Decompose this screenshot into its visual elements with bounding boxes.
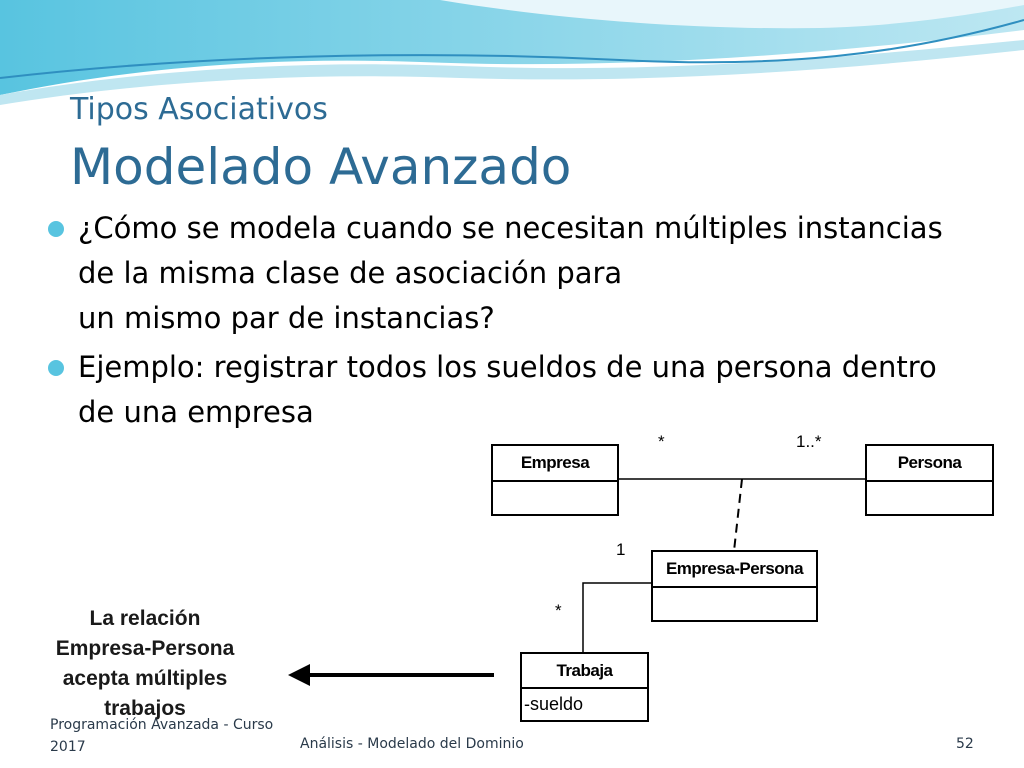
class-empresa-persona-name: Empresa-Persona: [653, 552, 816, 588]
class-empresa-name: Empresa: [493, 446, 617, 482]
footer-course-line: Programación Avanzada - Curso: [50, 717, 274, 733]
footer-page-number: 52: [956, 736, 974, 752]
class-trabaja: [520, 652, 649, 722]
footer-course: [50, 714, 273, 758]
class-empresa: [491, 444, 619, 516]
bullet-line: de una empresa: [78, 395, 314, 429]
footer-section-title: Análisis - Modelado del Dominio: [300, 736, 524, 752]
multiplicity-ep-top: 1: [616, 540, 626, 559]
multiplicity-trabaja: *: [555, 601, 562, 620]
caption-arrow-head: [288, 664, 310, 686]
bullet-item: [48, 206, 998, 341]
bullet-dot-icon: [48, 360, 64, 376]
caption-line: acepta múltiples: [62, 667, 228, 690]
caption-line: La relación: [89, 607, 201, 630]
bullet-line: Ejemplo: registrar todos los sueldos de una persona dentro: [78, 350, 937, 384]
bullet-line: de la misma clase de asociación para: [78, 256, 623, 290]
bullet-line: ¿Cómo se modela cuando se necesitan múltiples instancias: [78, 211, 943, 245]
class-trabaja-attributes: -sueldo: [524, 694, 584, 714]
slide-title: Modelado Avanzado: [70, 138, 572, 196]
class-persona-name: Persona: [867, 446, 992, 482]
association-class-dashed-link: [734, 479, 742, 551]
class-persona: [865, 444, 994, 516]
caption-line: Empresa-Persona: [55, 637, 235, 660]
class-empresa-persona: [651, 550, 818, 622]
multiplicity-empresa: *: [658, 432, 665, 451]
bullet-item: [48, 345, 998, 435]
bullet-list: [48, 206, 998, 439]
multiplicity-persona: 1..*: [796, 432, 822, 451]
bullet-dot-icon: [48, 221, 64, 237]
slide-subtitle: Tipos Asociativos: [70, 92, 328, 127]
footer-course-line: 2017: [50, 739, 86, 755]
caption-line: trabajos: [104, 697, 186, 720]
bullet-line: un mismo par de instancias?: [78, 301, 495, 335]
class-trabaja-name: Trabaja: [522, 654, 647, 689]
ep-trabaja-connector: [583, 583, 652, 653]
diagram-caption: [20, 604, 270, 724]
